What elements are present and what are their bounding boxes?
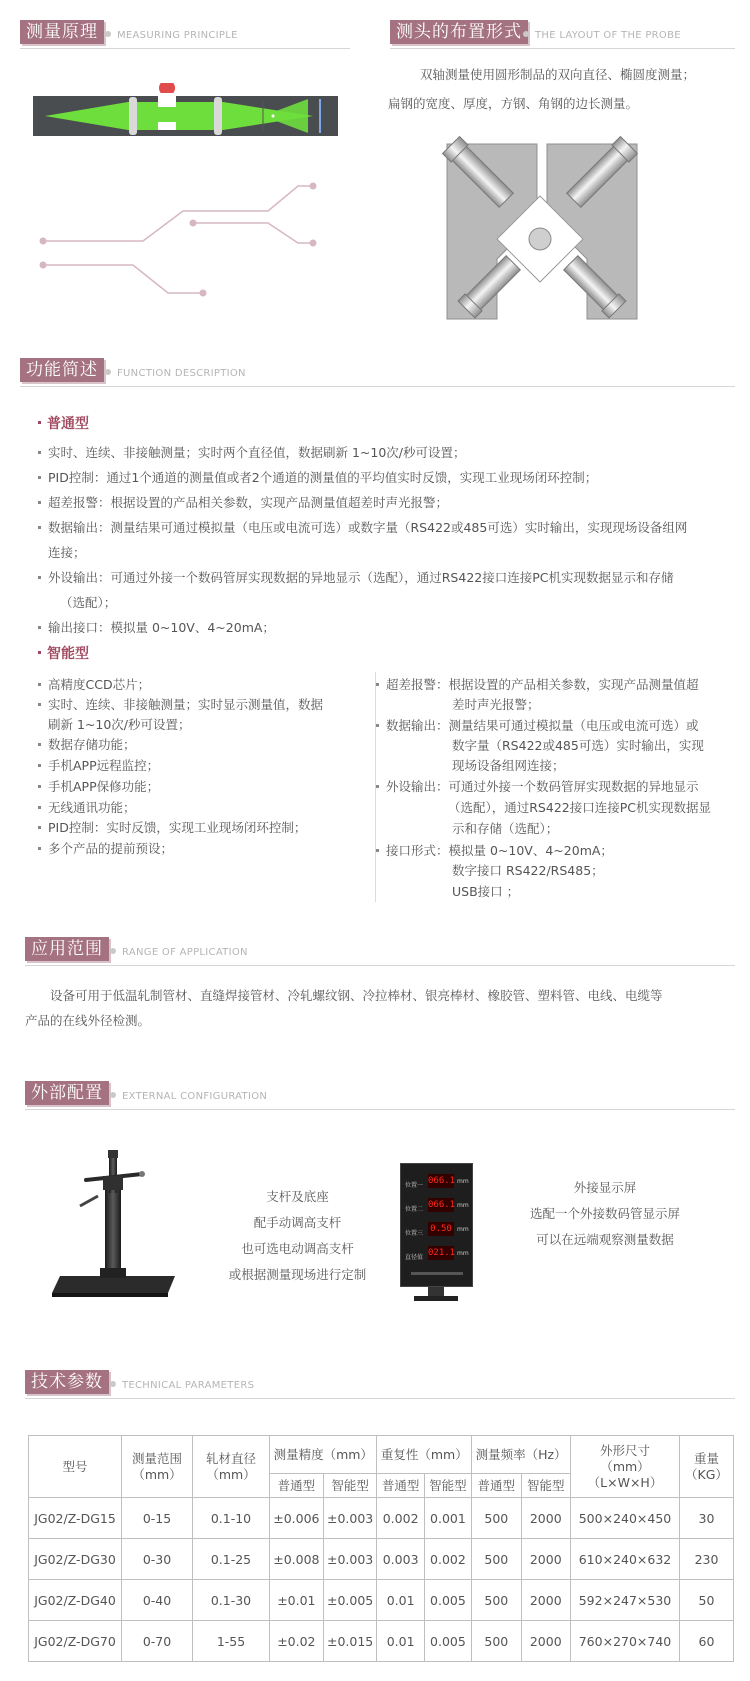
table-row: [29, 1621, 734, 1662]
cell-range: 0-15: [122, 1498, 193, 1539]
cell-range: 0-40: [122, 1580, 193, 1621]
cell-accuracy-normal: ±0.02: [270, 1621, 324, 1662]
smart-item: 接口形式：模拟量 0~10V、4~20mA；: [386, 843, 613, 858]
display-label: 位置二: [405, 1206, 424, 1213]
display-label: 位置三: [405, 1230, 424, 1237]
smart-item-cont: 数字接口 RS422/RS485；: [452, 863, 604, 878]
section-title-technical: 技术参数: [25, 1370, 109, 1394]
cell-diameter: 0.1-10: [193, 1498, 270, 1539]
display-desc-line: 选配一个外接数码管显示屏: [529, 1206, 680, 1221]
normal-item: 数据输出：测量结果可通过模拟量（电压或电流可选）或数字量（RS422或485可选）实时输出，实现现场设备组网: [48, 520, 688, 535]
table-row: [29, 1498, 734, 1539]
section-rule: [25, 1398, 735, 1399]
cell-accuracy-smart: ±0.005: [323, 1580, 377, 1621]
cell-repeat-normal: 0.002: [377, 1498, 424, 1539]
smart-item: 外设输出：可通过外接一个数码管屏实现数据的异地显示: [386, 779, 699, 794]
spec-table: [28, 1435, 734, 1662]
section-subtitle-function: FUNCTION DESCRIPTION: [105, 367, 246, 381]
section-title-range: 应用范围: [25, 937, 109, 961]
stand-desc-line: 也可选电动调高支杆: [241, 1241, 354, 1256]
cell-weight: 230: [680, 1539, 734, 1580]
display-desc-line: 外接显示屏: [573, 1180, 637, 1195]
section-rule: [390, 48, 735, 49]
smart-item: PID控制：实时反馈，实现工业现场闭环控制；: [48, 820, 307, 835]
cell-freq-smart: 2000: [521, 1580, 570, 1621]
display-base: [414, 1296, 458, 1301]
col-dimensions: 外形尺寸 （mm） （L×W×H）: [571, 1436, 680, 1498]
section-subtitle-technical: TECHNICAL PARAMETERS: [110, 1379, 254, 1393]
layout-description-line2: 扁钢的宽度、厚度，方钢、角钢的边长测量。: [388, 96, 639, 111]
smart-item-cont: 刷新 1~10次/秒可设置；: [48, 717, 191, 732]
section-subtitle-principle: MEASURING PRINCIPLE: [105, 29, 238, 43]
smart-item: 手机APP远程监控；: [48, 758, 160, 773]
display-value: 066.1: [428, 1200, 456, 1210]
cell-dimensions: 500×240×450: [571, 1498, 680, 1539]
cell-freq-normal: 500: [472, 1498, 521, 1539]
cell-accuracy-smart: ±0.003: [323, 1539, 377, 1580]
table-row: [29, 1539, 734, 1580]
cell-freq-smart: 2000: [521, 1539, 570, 1580]
stand-desc-line: 配手动调高支杆: [253, 1215, 342, 1230]
display-value: 066.1: [428, 1176, 456, 1186]
section-rule: [25, 1109, 735, 1110]
col-accuracy: 测量精度（mm）: [270, 1436, 377, 1474]
col-model: 型号: [29, 1436, 122, 1498]
cell-model: JG02/Z-DG40: [29, 1580, 122, 1621]
smart-item: 超差报警：根据设置的产品相关参数，实现产品测量值超: [386, 677, 699, 692]
cell-diameter: 0.1-25: [193, 1539, 270, 1580]
normal-item-cont: 连接；: [48, 545, 86, 560]
cell-model: JG02/Z-DG15: [29, 1498, 122, 1539]
stand-desc-line: 支杆及底座: [266, 1189, 329, 1204]
cell-model: JG02/Z-DG70: [29, 1621, 122, 1662]
cell-freq-normal: 500: [472, 1539, 521, 1580]
col-repeatability: 重复性（mm）: [377, 1436, 472, 1474]
normal-item: PID控制：通过1个通道的测量值或者2个通道的测量值的平均值实时反馈，实现工业现场闭环控制；: [48, 470, 598, 485]
normal-item: 输出接口：模拟量 0~10V、4~20mA；: [48, 620, 275, 635]
section-title-function: 功能简述: [20, 358, 104, 382]
section-subtitle-external: EXTERNAL CONFIGURATION: [110, 1090, 267, 1104]
normal-item: 超差报警：根据设置的产品相关参数，实现产品测量值超差时声光报警；: [48, 495, 449, 510]
display-unit: mm: [457, 1178, 469, 1185]
stand-base: [52, 1276, 175, 1293]
cell-accuracy-normal: ±0.008: [270, 1539, 324, 1580]
section-subtitle-range: RANGE OF APPLICATION: [110, 946, 248, 960]
table-row: [29, 1580, 734, 1621]
section-rule: [20, 386, 735, 387]
display-unit: mm: [457, 1250, 469, 1257]
smart-item: 无线通讯功能；: [48, 800, 136, 815]
cell-dimensions: 610×240×632: [571, 1539, 680, 1580]
cell-diameter: 1-55: [193, 1621, 270, 1662]
range-text-line1: 设备可用于低温轧制管材、直缝焊接管材、冷轧螺纹钢、冷拉棒材、银亮棒材、橡胶管、塑料管、电线、电缆等: [50, 988, 663, 1003]
stand-desc-line: 或根据测量现场进行定制: [228, 1267, 367, 1282]
display-desc-line: 可以在远端观察测量数据: [536, 1232, 674, 1247]
cell-diameter: 0.1-30: [193, 1580, 270, 1621]
col-weight: 重量 （KG）: [680, 1436, 734, 1498]
cell-dimensions: 760×270×740: [571, 1621, 680, 1662]
col-diameter: 轧材直径 （mm）: [193, 1436, 270, 1498]
smart-item: 数据存储功能；: [48, 737, 136, 752]
cell-repeat-normal: 0.01: [377, 1580, 424, 1621]
display-unit: mm: [457, 1202, 469, 1209]
section-title-external: 外部配置: [25, 1081, 109, 1105]
col-range: 测量范围 （mm）: [122, 1436, 193, 1498]
range-text-line2: 产品的在线外径检测。: [25, 1013, 151, 1028]
stand-image: [50, 1148, 180, 1298]
display-value: 021.1: [428, 1248, 456, 1258]
section-rule: [20, 48, 350, 49]
cell-accuracy-smart: ±0.003: [323, 1498, 377, 1539]
normal-item: 外设输出：可通过外接一个数码管屏实现数据的异地显示（选配），通过RS422接口连接PC机实现数据显示和存储: [48, 570, 674, 585]
sub-smart: 智能型: [323, 1474, 377, 1498]
stand-pole: [105, 1190, 121, 1278]
cell-freq-normal: 500: [472, 1580, 521, 1621]
section-title-layout: 测头的布置形式: [390, 20, 528, 44]
section-rule: [25, 965, 735, 966]
display-label: 直径值: [405, 1254, 424, 1261]
cell-accuracy-normal: ±0.01: [270, 1580, 324, 1621]
cell-repeat-smart: 0.005: [424, 1580, 471, 1621]
smart-item: 数据输出：测量结果可通过模拟量（电压或电流可选）或: [386, 718, 699, 733]
smart-item-cont: 数字量（RS422或485可选）实时输出，实现: [452, 738, 704, 753]
sub-smart: 智能型: [424, 1474, 471, 1498]
cell-model: JG02/Z-DG30: [29, 1539, 122, 1580]
cell-dimensions: 592×247×530: [571, 1580, 680, 1621]
cell-freq-smart: 2000: [521, 1498, 570, 1539]
section-subtitle-layout: THE LAYOUT OF THE PROBE: [523, 29, 681, 43]
smart-type-title: 智能型: [38, 645, 89, 663]
display-value: 0.50: [428, 1222, 454, 1236]
normal-type-title: 普通型: [38, 415, 89, 433]
sub-normal: 普通型: [270, 1474, 324, 1498]
cell-accuracy-smart: ±0.015: [323, 1621, 377, 1662]
lens-left: [129, 97, 137, 135]
ccd-sensor: [319, 99, 321, 133]
cell-repeat-normal: 0.01: [377, 1621, 424, 1662]
normal-item-cont: （选配）；: [60, 595, 117, 610]
sub-normal: 普通型: [377, 1474, 424, 1498]
layout-description-line1: 双轴测量使用圆形制品的双向直径、椭圆度测量；: [420, 67, 696, 82]
signal-lines: [43, 186, 313, 293]
center-hole: [529, 228, 551, 250]
cell-repeat-smart: 0.001: [424, 1498, 471, 1539]
col-frequency: 测量频率（Hz）: [472, 1436, 571, 1474]
smart-item: 手机APP保修功能；: [48, 779, 160, 794]
smart-item: 实时、连续、非接触测量；实时显示测量值，数据: [48, 697, 324, 712]
smart-item-cont: （选配），通过RS422接口连接PC机实现数据显: [448, 800, 711, 815]
cell-repeat-normal: 0.003: [377, 1539, 424, 1580]
cell-repeat-smart: 0.002: [424, 1539, 471, 1580]
cell-weight: 60: [680, 1621, 734, 1662]
smart-item: 多个产品的提前预设；: [48, 841, 174, 856]
cell-range: 0-70: [122, 1621, 193, 1662]
cell-weight: 30: [680, 1498, 734, 1539]
probe-layout-diagram: [437, 124, 643, 324]
smart-item-cont: 差时声光报警；: [452, 697, 540, 712]
cell-freq-smart: 2000: [521, 1621, 570, 1662]
smart-item-cont: 示和存储（选配）；: [452, 821, 559, 836]
section-title-principle: 测量原理: [20, 20, 104, 44]
smart-item-cont: USB接口 ；: [452, 884, 520, 899]
smart-item-cont: 现场设备组网连接；: [452, 758, 565, 773]
display-label: 位置一: [405, 1182, 424, 1189]
cell-freq-normal: 500: [472, 1621, 521, 1662]
smart-item: 高精度CCD芯片；: [48, 677, 151, 692]
cell-accuracy-normal: ±0.006: [270, 1498, 324, 1539]
external-display-image: [400, 1163, 473, 1287]
cell-repeat-smart: 0.005: [424, 1621, 471, 1662]
measuring-principle-diagram: [33, 83, 338, 313]
normal-item: 实时、连续、非接触测量；实时两个直径值，数据刷新 1~10次/秒可设置；: [48, 445, 466, 460]
display-unit: mm: [457, 1226, 469, 1233]
cell-range: 0-30: [122, 1539, 193, 1580]
lens-right: [214, 97, 222, 135]
sub-normal: 普通型: [472, 1474, 521, 1498]
sub-smart: 智能型: [521, 1474, 570, 1498]
cell-weight: 50: [680, 1580, 734, 1621]
